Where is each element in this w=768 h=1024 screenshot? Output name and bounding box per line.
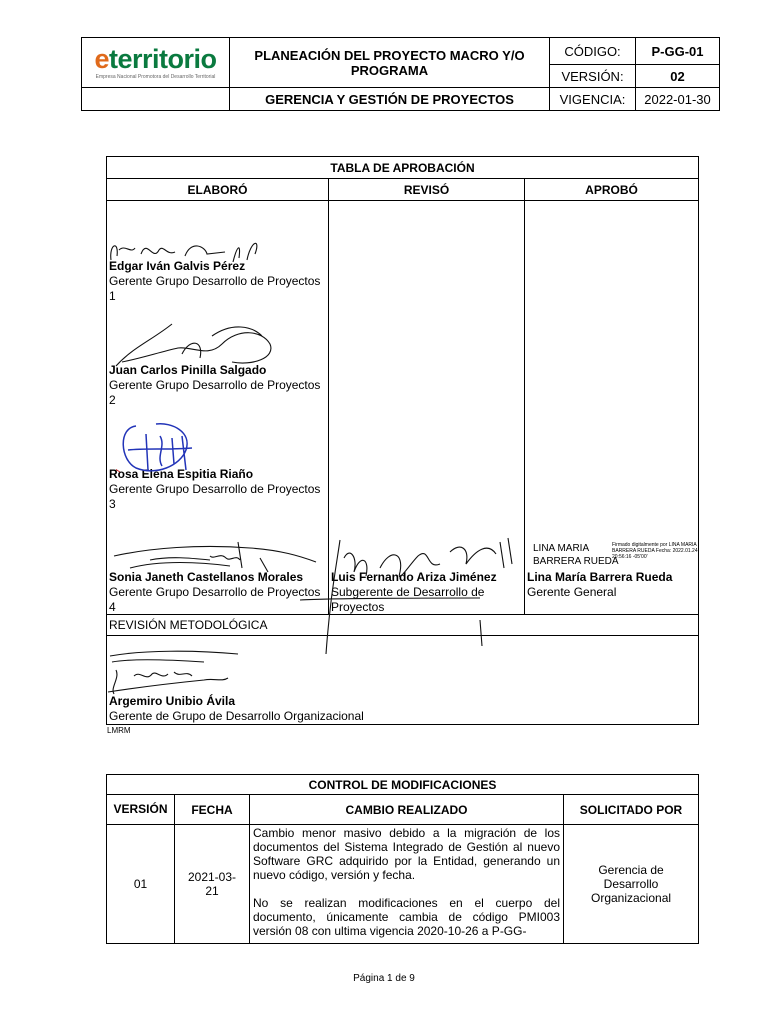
- col-reviso: REVISÓ: [329, 179, 525, 201]
- aprobo-cell: [525, 201, 699, 615]
- code-value: P-GG-01: [636, 38, 720, 65]
- page-number: Página 1 de 9: [353, 973, 415, 984]
- col-change: CAMBIO REALIZADO: [250, 795, 564, 825]
- row-change: Cambio menor masivo debido a la migración de los documentos del Sistema Integrado de Gestión al nuevo Software GRC adquirido por la Entidad, generando un nuevo código, versión y fecha. No se realizan modificaciones en el cuerpo del documento, únicamente cambia de código PMI003 versión 08 con ultima vigencia 2020-10-26 a P-GG-: [250, 825, 564, 944]
- signer-entry: Juan Carlos Pinilla Salgado Gerente Grupo Desarrollo de Proyectos 2: [109, 363, 321, 407]
- col-version: VERSIÓN: [107, 795, 175, 825]
- changes-table: [106, 774, 699, 944]
- reviewer-entry: Luis Fernando Ariza Jiménez Subgerente de Desarrollo de Proyectos: [331, 570, 497, 614]
- method-reviewer-entry: Argemiro Unibio Ávila Gerente de Grupo de Desarrollo Organizacional: [109, 694, 364, 723]
- digital-signature-note: Firmado digitalmente por LINA MARIA BARRERA RUEDA Fecha: 2022.01.24 20:56:16 -05'00': [612, 542, 698, 560]
- signer-entry: Rosa Elena Espitia Riaño Gerente Grupo Desarrollo de Proyectos 3: [109, 467, 321, 511]
- validity-label: VIGENCIA:: [550, 88, 636, 111]
- table-row: [107, 825, 699, 944]
- approver-entry: Lina María Barrera Rueda Gerente General: [527, 570, 673, 599]
- row-version: 01: [107, 825, 175, 944]
- company-logo: eterritorio Empresa Nacional Promotora del Desarrollo Territorial: [82, 45, 229, 80]
- document-header: [81, 37, 720, 111]
- elaboro-cell: [107, 201, 329, 615]
- initials: LMRM: [107, 726, 131, 735]
- version-label: VERSIÓN:: [550, 65, 636, 88]
- code-label: CÓDIGO:: [550, 38, 636, 65]
- digital-signature-name: LINA MARIA BARRERA RUEDA: [533, 543, 619, 567]
- document-subtitle: GERENCIA Y GESTIÓN DE PROYECTOS: [230, 88, 550, 111]
- version-value: 02: [636, 65, 720, 88]
- changes-title: CONTROL DE MODIFICACIONES: [107, 775, 699, 795]
- signer-entry: Sonia Janeth Castellanos Morales Gerente Grupo Desarrollo de Proyectos 4: [109, 570, 321, 614]
- logo-tagline: Empresa Nacional Promotora del Desarrollo Territorial: [95, 74, 216, 80]
- approval-title: TABLA DE APROBACIÓN: [107, 157, 699, 179]
- document-title: PLANEACIÓN DEL PROYECTO MACRO Y/O PROGRAMA: [230, 38, 550, 88]
- row-requested-by: Gerencia de Desarrollo Organizacional: [564, 825, 699, 944]
- signer-entry: Edgar Iván Galvis Pérez Gerente Grupo Desarrollo de Proyectos 1: [109, 259, 321, 303]
- row-date: 2021-03-21: [175, 825, 250, 944]
- reviso-cell: [329, 201, 525, 615]
- approval-table: [106, 156, 699, 725]
- logo-cell: [82, 38, 230, 88]
- col-aprobo: APROBÓ: [525, 179, 699, 201]
- col-date: FECHA: [175, 795, 250, 825]
- method-review-label: REVISIÓN METODOLÓGICA: [107, 615, 699, 636]
- validity-value: 2022-01-30: [636, 88, 720, 111]
- col-requested: SOLICITADO POR: [564, 795, 699, 825]
- col-elaboro: ELABORÓ: [107, 179, 329, 201]
- method-review-cell: [107, 636, 699, 725]
